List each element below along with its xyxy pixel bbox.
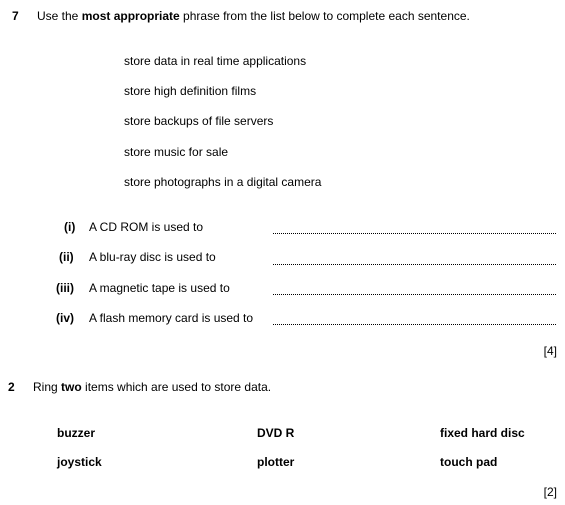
phrase-item: store backups of file servers [124,114,274,128]
option-touch-pad[interactable]: touch pad [440,455,498,469]
instruction-text: Use the [37,9,82,23]
instruction-text: items which are used to store data. [81,380,272,394]
answer-line[interactable] [273,233,556,234]
option-dvd-r[interactable]: DVD R [257,426,295,440]
answer-line[interactable] [273,324,556,325]
phrase-item: store music for sale [124,145,229,159]
question-2-instruction [33,380,271,395]
sentence-roman-numeral: (ii) [59,250,74,264]
sentence-stem: A CD ROM is used to [89,220,204,234]
instruction-text: phrase from the list below to complete each sentence. [179,9,470,23]
question-7-marks: [4] [543,344,557,358]
sentence-stem: A blu-ray disc is used to [89,250,216,264]
question-2-number: 2 [8,380,15,394]
question-2-marks: [2] [543,485,557,499]
sentence-roman-numeral: (i) [64,220,76,234]
option-fixed-hard-disc[interactable]: fixed hard disc [440,426,525,440]
sentence-roman-numeral: (iii) [56,281,74,295]
phrase-item: store high definition films [124,84,257,98]
option-buzzer[interactable]: buzzer [57,426,96,440]
option-joystick[interactable]: joystick [57,455,102,469]
option-plotter[interactable]: plotter [257,455,295,469]
sentence-stem: A magnetic tape is used to [89,281,230,295]
phrase-item: store data in real time applications [124,54,307,68]
instruction-emphasis: most appropriate [81,9,180,23]
instruction-text: Ring [33,380,62,394]
question-7-number: 7 [12,9,19,23]
instruction-emphasis: two [61,380,82,394]
answer-line[interactable] [273,264,556,265]
sentence-roman-numeral: (iv) [56,311,74,325]
sentence-stem: A flash memory card is used to [89,311,254,325]
phrase-item: store photographs in a digital camera [124,175,322,189]
answer-line[interactable] [273,294,556,295]
question-7-instruction [37,9,470,24]
